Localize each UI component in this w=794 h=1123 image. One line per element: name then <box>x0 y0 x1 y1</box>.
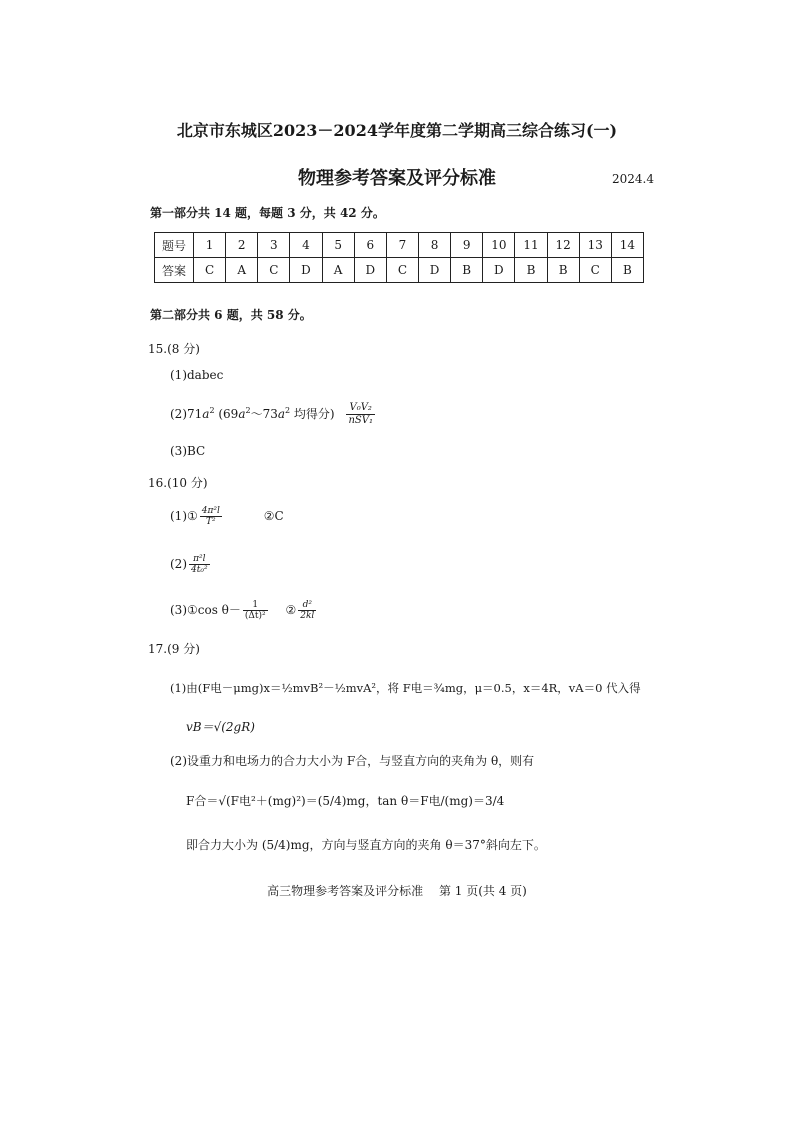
q15-answer-2-fraction <box>346 402 375 427</box>
table-cell-number: 9 <box>451 233 483 258</box>
document-subtitle: 物理参考答案及评分标准 <box>298 168 496 189</box>
fraction-denominator: 4t₀² <box>191 565 208 575</box>
fraction-denominator: 2kl <box>300 611 315 621</box>
table-cell-number: 7 <box>386 233 418 258</box>
table-cell-number: 4 <box>290 233 322 258</box>
table-cell-number: 1 <box>194 233 226 258</box>
q15-heading: 15.(8 分) <box>148 342 200 356</box>
table-cell-number: 2 <box>226 233 258 258</box>
table-cell-answer: B <box>611 258 643 283</box>
q17-answer-2-conclusion: 即合力大小为 (5/4)mg，方向与竖直方向的夹角 θ＝37°斜向左下。 <box>186 838 546 852</box>
q16-answer-1 <box>170 506 284 527</box>
table-cell-answer: A <box>226 258 258 283</box>
q16-answer-1-fraction <box>200 506 222 527</box>
q15-answer-1: (1)dabec <box>170 368 224 382</box>
document-title: 北京市东城区2023－2024学年度第二学期高三综合练习(一) <box>176 121 618 140</box>
table-cell-number: 5 <box>322 233 354 258</box>
q16-answer-3 <box>170 600 318 621</box>
q15-answer-3: (3)BC <box>170 444 206 458</box>
q16-answer-3-prefix: (3)①cos θ－ <box>170 603 241 617</box>
table-cell-answer: A <box>322 258 354 283</box>
table-cell-answer: D <box>418 258 450 283</box>
q16-answer-3-fraction <box>243 600 268 621</box>
q16-answer-2-prefix: (2) <box>170 557 187 571</box>
fraction-numerator: d² <box>298 600 316 611</box>
table-cell-number: 6 <box>354 233 386 258</box>
q17-answer-1-result: vB＝√(2gR) <box>186 720 255 734</box>
table-cell-number: 12 <box>547 233 579 258</box>
q16-answer-2 <box>170 554 212 575</box>
fraction-numerator: π²l <box>189 554 210 565</box>
page-footer: 高三物理参考答案及评分标准 第 1 页(共 4 页) <box>267 884 527 898</box>
q17-answer-2-equation: F合＝√(F电²＋(mg)²)＝(5/4)mg，tan θ＝F电/(mg)＝3/4 <box>186 794 505 808</box>
q16-answer-2-fraction <box>189 554 210 575</box>
table-cell-number: 3 <box>258 233 290 258</box>
fraction-denominator: T² <box>206 517 216 527</box>
answer-table <box>154 232 644 283</box>
q16-answer-1-prefix: (1)① <box>170 509 198 523</box>
q15-answer-2-range: (69 <box>218 407 239 421</box>
answer-table-row-numbers <box>155 233 644 258</box>
table-cell-label: 题号 <box>155 233 194 258</box>
q17-answer-2-intro: (2)设重力和电场力的合力大小为 F合，与竖直方向的夹角为 θ，则有 <box>170 754 535 768</box>
table-cell-label: 答案 <box>155 258 194 283</box>
table-cell-number: 11 <box>515 233 547 258</box>
fraction-numerator: V₀V₂ <box>346 402 375 415</box>
table-cell-number: 8 <box>418 233 450 258</box>
q17-heading: 17.(9 分) <box>148 642 200 656</box>
q16-heading: 16.(10 分) <box>148 476 208 490</box>
table-cell-answer: C <box>194 258 226 283</box>
table-cell-answer: D <box>354 258 386 283</box>
table-cell-answer: B <box>515 258 547 283</box>
q16-answer-1-second: ②C <box>263 509 284 523</box>
table-cell-answer: C <box>258 258 290 283</box>
table-cell-answer: B <box>547 258 579 283</box>
fraction-numerator: 4π²l <box>201 506 220 516</box>
part2-intro: 第二部分共 6 题，共 58 分。 <box>150 308 312 322</box>
table-cell-answer: B <box>451 258 483 283</box>
table-cell-number: 13 <box>579 233 611 258</box>
table-cell-answer: C <box>386 258 418 283</box>
fraction-numerator: 1 <box>243 600 268 611</box>
q16-answer-3-fraction-2 <box>298 600 316 621</box>
answer-table-row-answers <box>155 258 644 283</box>
table-cell-answer: C <box>579 258 611 283</box>
q17-answer-1: (1)由(F电－μmg)x＝½mvB²－½mvA²，将 F电＝¾mg，μ＝0.5，x＝4R，vA＝0 代入得 <box>170 681 641 695</box>
q15-answer-2: $(2)71a^2$ ($69a^2\sim 73a^2$ 均得分) $\frac{\text{V₀V₂}}{\text{nSV₁}}$ <box>170 402 373 426</box>
fraction-denominator: (Δt)² <box>244 611 266 621</box>
document-date: 2024.4 <box>612 172 654 186</box>
fraction-denominator: nSV₁ <box>348 415 373 426</box>
table-cell-number: 14 <box>611 233 643 258</box>
table-cell-answer: D <box>290 258 322 283</box>
part1-intro: 第一部分共 14 题，每题 3 分，共 42 分。 <box>150 206 385 220</box>
table-cell-number: 10 <box>483 233 515 258</box>
q16-answer-3-second: ② <box>285 603 297 617</box>
table-cell-answer: D <box>483 258 515 283</box>
q15-answer-2-prefix: (2)71 <box>170 407 203 421</box>
q15-answer-2-tail: 均得分) <box>293 407 335 421</box>
